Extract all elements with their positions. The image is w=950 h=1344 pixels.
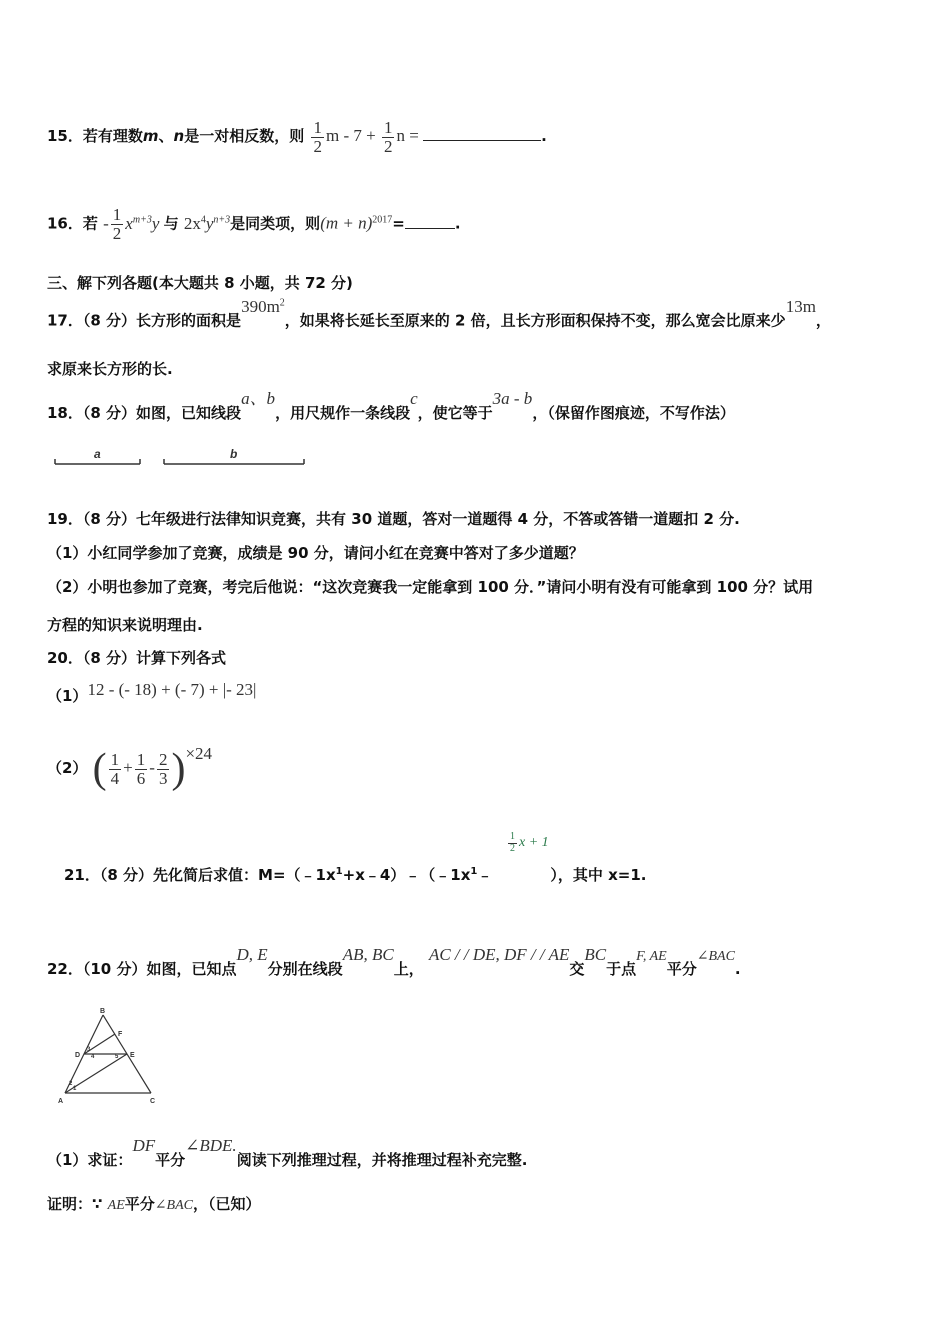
q18-seg-c: c (410, 389, 418, 408)
q18-seg-ab: a、b (241, 389, 276, 408)
q16-text-a: 若 (82, 214, 98, 233)
angle-1: 1 (73, 1086, 77, 1092)
q16-text-b: 与 (163, 214, 179, 233)
q17-area-exp: 2 (279, 297, 285, 308)
angle-4: 4 (91, 1054, 95, 1060)
q22-text-b: 分别在线段 (267, 960, 343, 978)
q19-number: 19． (47, 510, 83, 528)
question-22 (47, 945, 741, 985)
q20-p1-expr: 12 - (- 18) + (- 7) + |- 23| (87, 680, 257, 699)
q22-text-c: 上， (393, 960, 424, 978)
q21-frac-den: 2 (510, 842, 515, 854)
question-15 (47, 116, 547, 156)
q16-power-exp: 2017 (372, 214, 393, 226)
q21-text-d: ），其中 x=1. (550, 866, 647, 884)
q21-exp2: 1 (470, 866, 478, 877)
q18-text-c: ，使它等于 (417, 404, 493, 422)
q20-right-paren: ) (171, 746, 186, 793)
q22-text-d: 交 (569, 960, 585, 978)
question-19 (47, 508, 740, 529)
q18-text-b: ，用尺规作一条线段 (275, 404, 411, 422)
proof-ae: AE (107, 1198, 125, 1213)
q20-plus: + (123, 758, 133, 777)
q20-frac-3 (157, 751, 170, 788)
q20-p2-expr (92, 744, 213, 793)
q20-points: （8 分） (82, 649, 137, 667)
q22-line-bc: BC (584, 945, 607, 964)
q15-fraction-1 (311, 119, 324, 156)
q19-intro: 七年级进行法律知识竞赛，共有 30 道题，答对一道题得 4 分，不答或答错一道题扣 2 分. (136, 510, 740, 528)
q20-f3-den: 3 (158, 768, 168, 788)
q22-segs: AB, BC (342, 945, 394, 964)
q16-term2-exp: 4 (200, 214, 206, 225)
q22-p1-tail: 阅读下列推理过程，并将推理过程补充完整. (236, 1151, 528, 1169)
q17-text-b: ，如果将长延长至原来的 2 倍，且长方形面积保持不变，那么宽会比原来少 (284, 311, 786, 330)
q18-text-a: 如图，已知线段 (136, 404, 242, 422)
q22-p1-label: （1）求证： (47, 1151, 133, 1169)
q18-number: 18． (47, 404, 83, 422)
q17-diff: 13m (785, 296, 816, 316)
q22-pts-de: D, E (236, 945, 268, 964)
q16-term1-exp: m+3 (132, 214, 152, 225)
q16-term2-coef: 2x (183, 213, 201, 233)
q21-text-b: +x﹣4）﹣（﹣1x (342, 866, 471, 884)
q16-answer-blank[interactable] (405, 228, 455, 229)
angle-2: 2 (69, 1081, 73, 1087)
q16-term-1 (103, 205, 164, 244)
q20-part-2 (47, 738, 212, 799)
q15-fraction-2 (382, 119, 395, 156)
q15-frac1-num: 1 (313, 117, 322, 137)
q17-comma: ， (815, 311, 831, 330)
q15-number: 15． (47, 127, 83, 145)
q19-points: （8 分） (82, 510, 137, 528)
question-20 (47, 647, 226, 668)
q22-triangle-figure (55, 1005, 165, 1105)
q22-number: 22． (47, 960, 83, 978)
q22-text-e: 于点 (606, 960, 637, 978)
q20-f1-num: 1 (110, 749, 120, 769)
segment-b-label: b (230, 447, 238, 461)
q22-part-1 (47, 1136, 528, 1174)
q15-var-m: m (142, 127, 159, 145)
q21-fraction-term (506, 832, 549, 854)
section-3-heading: 三、解下列各题(本大题共 8 小题，共 72 分) (47, 274, 353, 292)
proof-angle: ∠BAC (154, 1198, 193, 1213)
question-18 (47, 389, 735, 430)
angle-5: 5 (115, 1054, 119, 1060)
q18-expr: 3a - b (492, 389, 533, 408)
q18-points: （8 分） (82, 404, 137, 422)
q22-pts-fae: F, AE (636, 949, 667, 964)
q15-frac1-den: 2 (313, 136, 322, 156)
q20-times: ×24 (185, 744, 213, 763)
q18-text-d: ，（保留作图痕迹，不写作法） (532, 404, 735, 422)
q18-segments-figure (50, 446, 310, 474)
proof-tail: ，（已知） (192, 1195, 261, 1213)
q16-frac-den: 2 (112, 224, 122, 244)
q22-proof-line (47, 1192, 260, 1218)
question-17 (47, 296, 831, 338)
q19-part-1: （1）小红同学参加了竞赛，成绩是 90 分，请问小红在竞赛中答对了多少道题？ (47, 544, 584, 562)
q22-parallel: AC / / DE, DF / / AE (428, 945, 570, 964)
q17-area-value: 390m (241, 296, 280, 316)
q16-eq: = (392, 214, 405, 233)
q21-frac-tail: x + 1 (519, 835, 549, 851)
q20-minus: - (149, 758, 155, 777)
q16-term1-x: x (125, 213, 133, 233)
q16-term-2 (184, 214, 230, 233)
q22-text-f: 平分 (666, 960, 697, 978)
label-b: B (100, 1008, 106, 1015)
q16-term2-y: y (205, 213, 214, 233)
q22-p1-text: 平分 (155, 1151, 186, 1169)
q15-var-n: n (173, 127, 185, 145)
q16-term1-y: y (151, 213, 160, 233)
q19-part-2: （2）小明也参加了竞赛，考完后他说：“这次竞赛我一定能拿到 100 分．”请问小明有没有可能拿到 100 分？试用 (47, 578, 814, 596)
label-d: D (75, 1052, 81, 1059)
q20-f3-num: 2 (158, 749, 168, 769)
label-e: E (130, 1052, 135, 1059)
q20-f1-den: 4 (110, 768, 120, 788)
q20-left-paren: ( (92, 746, 107, 793)
q19-part-2-cont: 方程的知识来说明理由. (47, 616, 203, 634)
segment-a-label: a (94, 447, 101, 461)
q21-exp1: 1 (335, 866, 343, 877)
q15-frac2-num: 1 (383, 117, 393, 137)
q22-p1-df: DF (132, 1136, 156, 1155)
q22-text-a: 如图，已知点 (146, 960, 237, 978)
q17-number: 17． (47, 311, 83, 330)
q15-answer-blank[interactable] (423, 140, 541, 141)
proof-label: 证明：∵ (47, 1195, 103, 1213)
q21-frac (508, 832, 517, 854)
q21-frac-num: 1 (510, 831, 515, 842)
question-16 (47, 200, 461, 244)
q20-f2-num: 1 (136, 749, 146, 769)
q15-end: . (541, 127, 547, 145)
q20-frac-2 (135, 751, 148, 788)
q20-number: 20． (47, 649, 83, 667)
q20-title: 计算下列各式 (136, 649, 227, 667)
q17-points: （8 分） (82, 311, 137, 330)
q16-end: . (454, 214, 461, 233)
q16-power-base: (m + n) (320, 213, 373, 233)
q15-text-a: 若有理数 (82, 127, 143, 145)
q17-text-a: 长方形的面积是 (136, 311, 242, 330)
label-a: A (58, 1098, 64, 1105)
q20-f2-den: 6 (136, 768, 146, 788)
label-f: F (118, 1031, 123, 1038)
q16-text-c: 是同类项，则 (230, 214, 321, 233)
q17-area (241, 297, 285, 316)
q20-p2-label: （2） (47, 759, 88, 777)
q15-text-b: 是一对相反数，则 (184, 127, 305, 145)
q20-p1-label: （1） (47, 687, 88, 705)
proof-text: 平分 (124, 1195, 155, 1213)
angle-3: 3 (87, 1047, 91, 1053)
q22-points: （10 分） (82, 960, 147, 978)
q16-term2-yexp: n+3 (213, 214, 231, 225)
q16-number: 16． (47, 214, 83, 233)
q15-expr-mid: m - 7 + (325, 126, 376, 145)
q22-p1-angle: ∠BDE. (185, 1136, 237, 1155)
label-c: C (150, 1098, 156, 1105)
q15-expression (309, 117, 423, 156)
q21-text-a: 先化简后求值：M=（﹣1x (153, 866, 336, 884)
q21-text-c: ﹣ (477, 866, 493, 884)
q16-fraction (111, 206, 124, 243)
q20-part-1 (47, 680, 256, 712)
q15-frac2-den: 2 (383, 136, 393, 156)
q22-angle-bac: ∠BAC (696, 949, 735, 964)
q21-number: 21． (64, 866, 100, 884)
q17-line-2: 求原来长方形的长. (47, 360, 173, 378)
q15-sep: 、 (158, 127, 174, 145)
q21-points: （8 分） (99, 866, 154, 884)
question-21 (64, 858, 647, 889)
q16-neg: - (103, 213, 109, 233)
q15-expr-end: n = (396, 126, 419, 145)
q22-end: . (734, 960, 741, 978)
q20-frac-1 (109, 751, 122, 788)
q16-frac-num: 1 (112, 205, 122, 225)
